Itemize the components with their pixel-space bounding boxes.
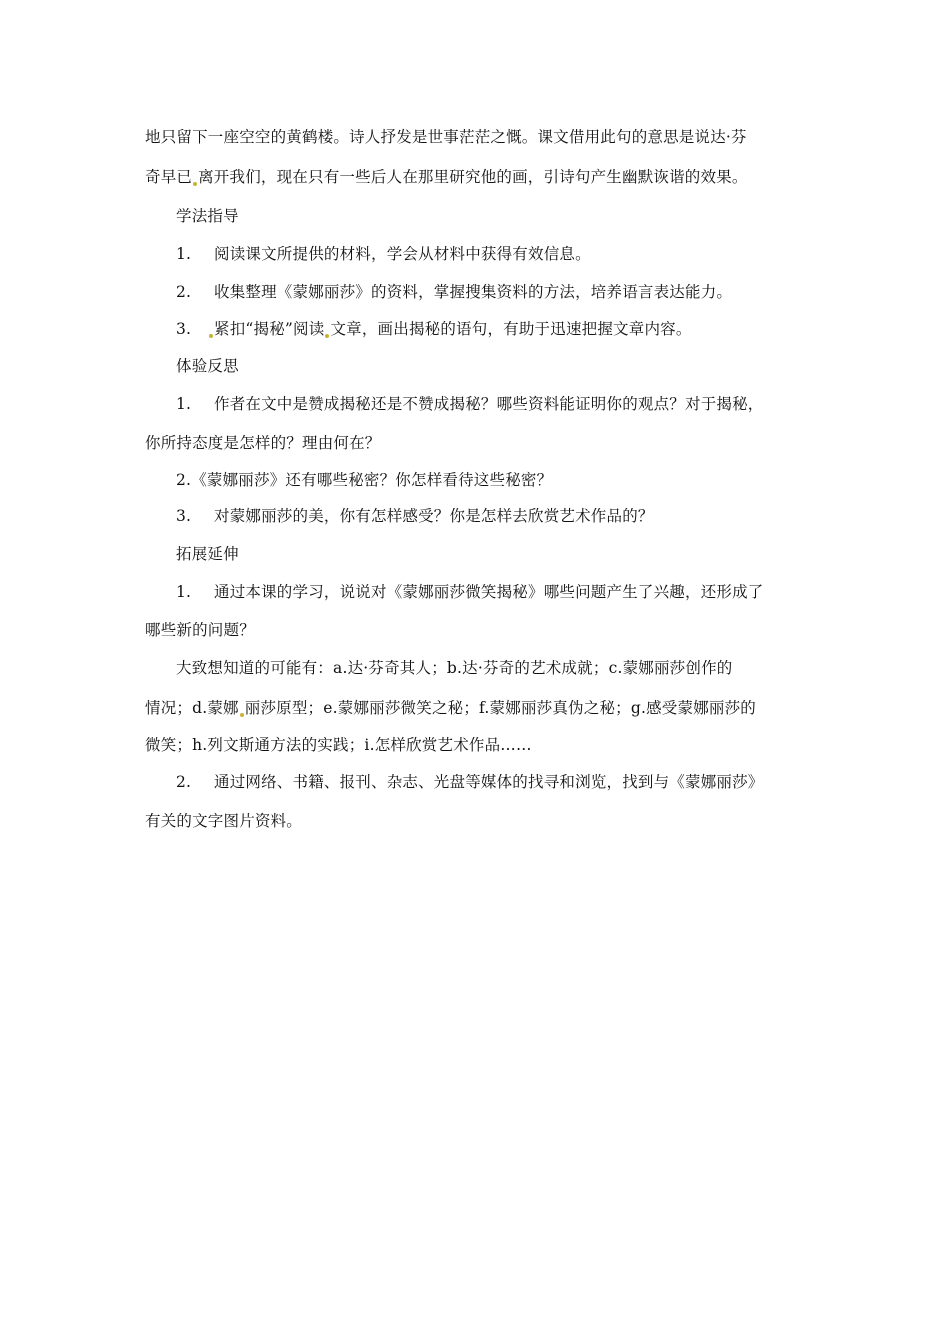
item-number: 1.	[176, 245, 192, 263]
item-number: 3.	[176, 320, 192, 338]
item-text: 哪些新的问题？	[145, 621, 255, 639]
paragraph-line	[145, 697, 756, 719]
list-item	[176, 505, 654, 527]
paragraph-line	[145, 810, 302, 832]
answer-text: 微笑；h.列文斯通方法的实践；i.怎样欣赏艺术作品……	[145, 736, 532, 754]
answer-text: 丽莎原型；e.蒙娜丽莎微笑之秘；f.蒙娜丽莎真伪之秘；g.感受蒙娜丽莎的	[244, 699, 757, 717]
item-text: 有关的文字图片资料。	[145, 812, 303, 830]
marker-dot-icon	[240, 713, 244, 717]
list-item	[176, 581, 764, 603]
item-text: 对蒙娜丽莎的美，你有怎样感受？你是怎样去欣赏艺术作品的？	[214, 507, 654, 525]
list-item	[176, 281, 732, 303]
item-text: 你所持态度是怎样的？理由何在？	[145, 434, 381, 452]
item-text: 2.《蒙娜丽莎》还有哪些秘密？你怎样看待这些秘密？	[176, 471, 553, 489]
item-number: 2.	[176, 773, 192, 791]
paragraph-line	[145, 166, 748, 188]
section-heading: 学法指导	[176, 207, 239, 225]
answer-text: 大致想知道的可能有：a.达·芬奇其人；b.达·芬奇的艺术成就；c.蒙娜丽莎创作的	[176, 659, 733, 677]
marker-dot-icon	[209, 334, 213, 338]
answer-text: 情况；d.蒙娜	[145, 699, 239, 717]
list-item	[176, 318, 692, 340]
item-text: 通过网络、书籍、报刊、杂志、光盘等媒体的找寻和浏览，找到与《蒙娜丽莎》	[214, 773, 764, 791]
list-item	[176, 243, 591, 265]
item-text: 文章，画出揭秘的语句，有助于迅速把握文章内容。	[330, 320, 692, 338]
section-heading-extension	[176, 543, 239, 565]
item-number: 2.	[176, 283, 192, 301]
item-number: 1.	[176, 583, 192, 601]
section-heading: 体验反思	[176, 357, 239, 375]
section-heading-study-guide	[176, 205, 239, 227]
text-span: 奇早已	[145, 168, 193, 186]
paragraph-line	[145, 619, 255, 641]
item-text: 收集整理《蒙娜丽莎》的资料，掌握搜集资料的方法，培养语言表达能力。	[214, 283, 733, 301]
paragraph-line	[176, 657, 732, 679]
item-text: 通过本课的学习，说说对《蒙娜丽莎微笑揭秘》哪些问题产生了兴趣，还形成了	[214, 583, 764, 601]
list-item	[176, 393, 764, 415]
list-item	[176, 469, 552, 491]
section-heading: 拓展延伸	[176, 545, 239, 563]
item-number: 3.	[176, 507, 192, 525]
item-text: 作者在文中是赞成揭秘还是不赞成揭秘？哪些资料能证明你的观点？对于揭秘，	[214, 395, 764, 413]
paragraph-line	[145, 734, 532, 756]
text-span: 离开我们，现在只有一些后人在那里研究他的画，引诗句产生幽默诙谐的效果。	[198, 168, 748, 186]
marker-dot-icon	[325, 334, 329, 338]
text-span: 地只留下一座空空的黄鹤楼。诗人抒发是世事茫茫之慨。课文借用此句的意思是说达·芬	[145, 128, 747, 146]
item-number: 1.	[176, 395, 192, 413]
item-text: 紧扣“揭秘”阅读	[214, 320, 325, 338]
paragraph-line	[145, 432, 381, 454]
paragraph-line	[145, 126, 747, 148]
item-text: 阅读课文所提供的材料，学会从材料中获得有效信息。	[214, 245, 591, 263]
section-heading-reflection	[176, 355, 239, 377]
marker-dot-icon	[193, 182, 197, 186]
list-item	[176, 771, 764, 793]
